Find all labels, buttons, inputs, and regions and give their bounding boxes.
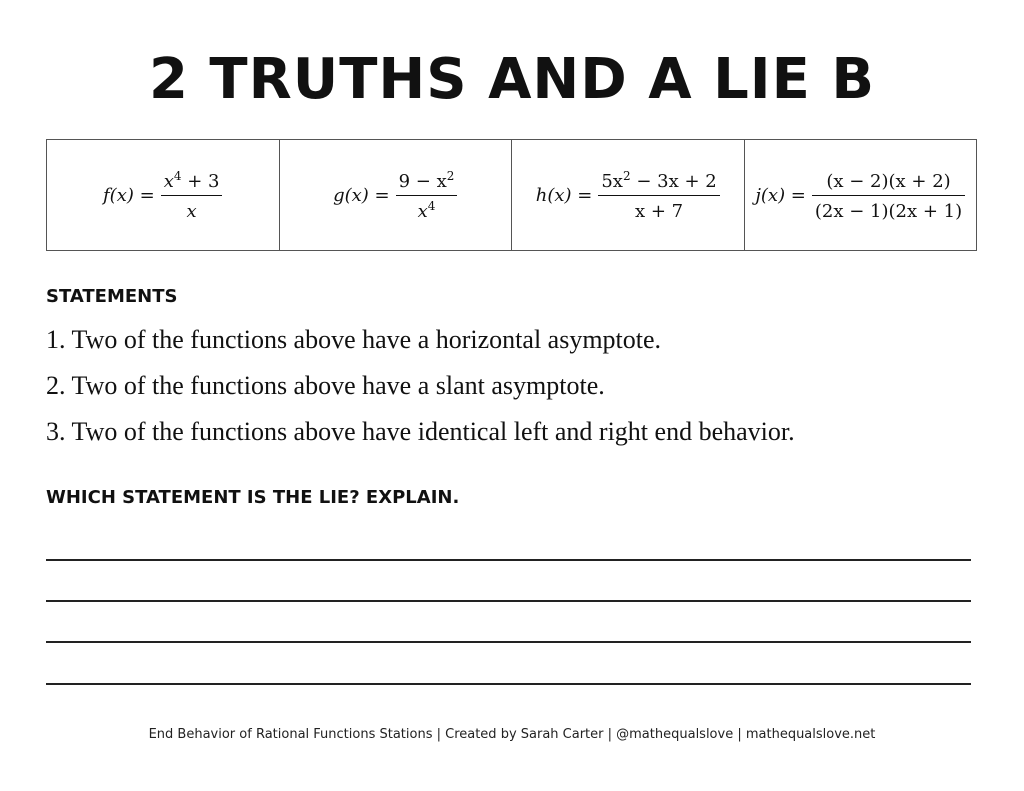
statement-1: 1. Two of the functions above have a horizontal asymptote. — [46, 325, 662, 354]
page-footer: End Behavior of Rational Functions Stations | Created by Sarah Carter | @mathequalslove | mathequalslove.net — [148, 727, 876, 742]
function-h-denominator: x + 7 — [598, 195, 719, 222]
function-h-lhs: h(x) = — [535, 184, 593, 206]
function-g-fraction — [396, 169, 458, 222]
function-h-fraction — [598, 169, 719, 222]
answer-line-2 — [46, 600, 971, 602]
function-cell-f — [47, 140, 280, 251]
statement-2: 2. Two of the functions above have a slant asymptote. — [46, 371, 605, 400]
statement-3: 3. Two of the functions above have identical left and right end behavior. — [46, 417, 795, 446]
function-j-fraction — [812, 169, 965, 222]
function-g — [333, 169, 457, 222]
function-cell-j — [744, 140, 977, 251]
functions-table — [46, 139, 977, 251]
page-title: 2 TRUTHS AND A LIE B — [148, 47, 876, 112]
function-cell-h — [512, 140, 745, 251]
function-f-lhs: f(x) = — [103, 184, 155, 206]
function-g-denominator: $x^4$ — [396, 195, 458, 222]
function-f-numerator: $x^4 + 3$ — [163, 168, 220, 192]
function-j-denominator: (2x − 1)(2x + 1) — [812, 195, 965, 222]
statements-list — [46, 322, 986, 460]
function-g-numerator: $9 - x^2$ — [398, 168, 455, 192]
function-j — [755, 169, 965, 222]
function-f-fraction — [161, 169, 223, 222]
function-h-numerator: $5x^2 - 3x + 2$ — [601, 168, 717, 192]
statements-heading: STATEMENTS — [46, 286, 178, 307]
function-g-lhs: g(x) = — [333, 184, 390, 206]
answer-line-4 — [46, 683, 971, 685]
function-j-numerator: (x − 2)(x + 2) — [826, 170, 951, 192]
function-j-lhs: j(x) = — [755, 184, 806, 206]
answer-line-1 — [46, 559, 971, 561]
function-h — [536, 169, 720, 222]
answer-line-3 — [46, 641, 971, 643]
lie-question-heading: WHICH STATEMENT IS THE LIE? EXPLAIN. — [46, 487, 460, 508]
function-cell-g — [279, 140, 512, 251]
function-f-denominator: x — [161, 195, 223, 222]
function-f — [103, 169, 222, 222]
